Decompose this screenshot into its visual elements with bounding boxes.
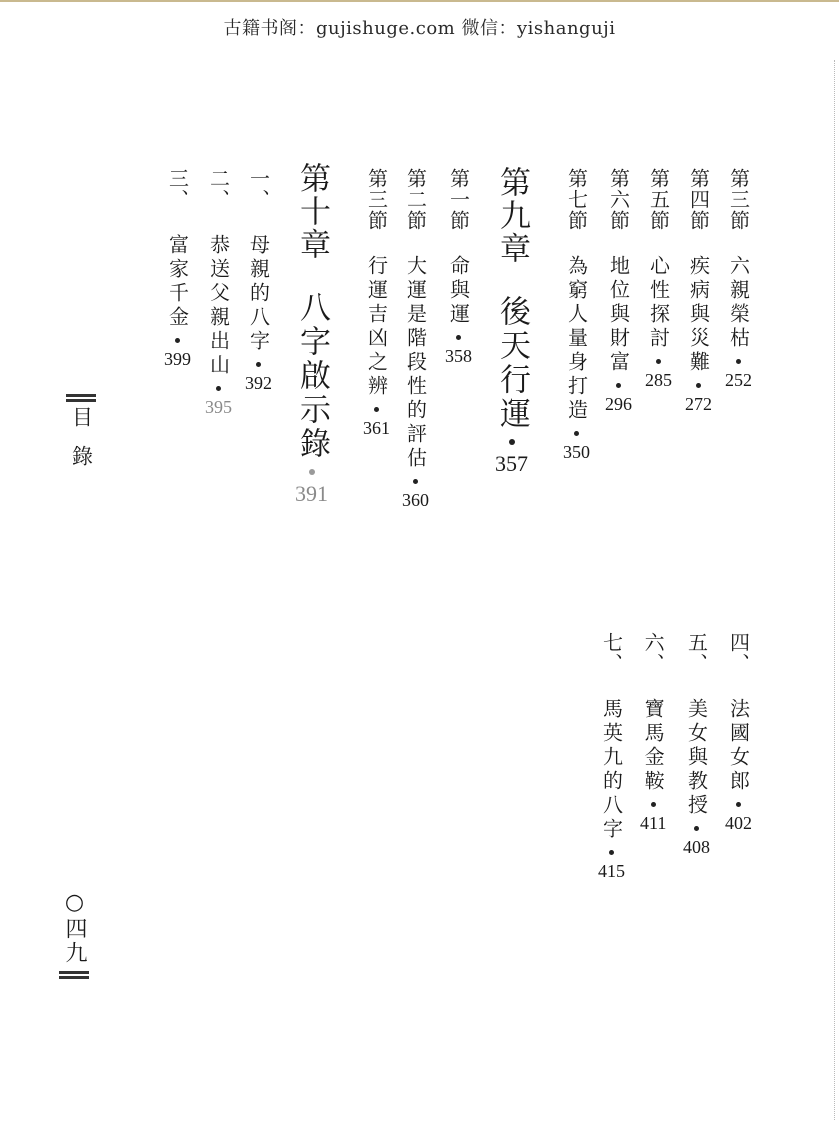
toc-entry[interactable] <box>683 632 710 858</box>
leader-dot <box>175 338 180 343</box>
entry-label: 四、 <box>726 632 751 674</box>
entry-label: 第三節 <box>726 168 751 231</box>
entry-title: 母親的八字 <box>246 234 271 354</box>
toc-entry[interactable] <box>445 168 472 367</box>
entry-page: 350 <box>563 442 590 462</box>
section-label: 目錄 <box>69 406 94 484</box>
toc-entry[interactable] <box>640 632 666 834</box>
entry-page: 252 <box>725 370 752 390</box>
entry-label: 第四節 <box>686 168 711 231</box>
toc-entry[interactable] <box>725 632 752 834</box>
entry-title: 心性探討 <box>646 255 671 351</box>
entry-title: 大運是階段性的評估 <box>403 255 428 471</box>
chapter-title: 後天行運 <box>494 295 530 431</box>
entry-label: 第五節 <box>646 168 671 231</box>
entry-label: 七、 <box>599 632 624 674</box>
leader-dot <box>616 383 621 388</box>
page-edge <box>832 60 835 1120</box>
toc-entry[interactable] <box>685 168 712 415</box>
toc-entry[interactable] <box>605 168 632 415</box>
chapter-title: 八字啟示錄 <box>294 291 330 461</box>
entry-page: 392 <box>245 373 272 393</box>
entry-title: 地位與財富 <box>606 255 631 375</box>
entry-label: 六、 <box>641 632 666 674</box>
leader-dot <box>694 826 699 831</box>
entry-page: 360 <box>402 490 429 510</box>
entry-label: 三、 <box>165 168 190 210</box>
toc-entry[interactable] <box>725 168 752 391</box>
entry-title: 恭送父親出山 <box>206 234 231 378</box>
leader-dot <box>456 335 461 340</box>
leader-dot <box>216 386 221 391</box>
entry-label: 第六節 <box>606 168 631 231</box>
leader-dot <box>374 407 379 412</box>
leader-dot <box>736 802 741 807</box>
entry-page: 272 <box>685 394 712 414</box>
double-rule <box>66 394 96 402</box>
entry-title: 法國女郎 <box>726 698 751 794</box>
entry-page: 408 <box>683 837 710 857</box>
toc-entry[interactable] <box>563 168 590 463</box>
leader-dot <box>696 383 701 388</box>
entry-page: 399 <box>164 349 191 369</box>
entry-page: 358 <box>445 346 472 366</box>
leader-dot <box>736 359 741 364</box>
entry-label: 五、 <box>684 632 709 674</box>
entry-title: 為窮人量身打造 <box>564 255 589 423</box>
leader-dot <box>509 439 515 445</box>
entry-label: 一、 <box>246 168 271 210</box>
watermark-text: 古籍书阁：gujishuge.com 微信：yishanguji <box>223 18 616 39</box>
entry-label: 第一節 <box>446 168 471 231</box>
entry-page: 296 <box>605 394 632 414</box>
entry-title: 疾病與災難 <box>686 255 711 375</box>
toc-entry[interactable] <box>363 168 390 439</box>
entry-label: 第二節 <box>403 168 428 231</box>
entry-title: 美女與教授 <box>684 698 709 818</box>
entry-title: 六親榮枯 <box>726 255 751 351</box>
entry-page: 402 <box>725 813 752 833</box>
toc-entry[interactable] <box>205 168 232 418</box>
entry-page: 361 <box>363 418 390 438</box>
toc-entry[interactable] <box>164 168 191 370</box>
entry-title: 命與運 <box>446 255 471 327</box>
leader-dot <box>309 469 315 475</box>
entry-label: 二、 <box>206 168 231 210</box>
toc-chapter[interactable] <box>295 162 328 507</box>
entry-page: 415 <box>598 861 625 881</box>
leader-dot <box>651 802 656 807</box>
page-number-block <box>59 890 89 979</box>
toc-chapter[interactable] <box>495 166 528 477</box>
toc-entry[interactable] <box>402 168 429 511</box>
chapter-page: 391 <box>295 481 328 506</box>
page-number: ○四九 <box>62 890 87 965</box>
toc-entry[interactable] <box>645 168 672 391</box>
leader-dot <box>609 850 614 855</box>
section-header <box>66 394 96 484</box>
leader-dot <box>413 479 418 484</box>
entry-title: 富家千金 <box>165 234 190 330</box>
chapter-label: 第九章 <box>494 166 530 265</box>
entry-title: 行運吉凶之辨 <box>364 255 389 399</box>
entry-title: 寶馬金鞍 <box>641 698 666 794</box>
entry-label: 第三節 <box>364 168 389 231</box>
entry-page: 395 <box>205 397 232 417</box>
chapter-label: 第十章 <box>294 162 330 261</box>
entry-title: 馬英九的八字 <box>599 698 624 842</box>
leader-dot <box>574 431 579 436</box>
chapter-page: 357 <box>495 451 528 476</box>
leader-dot <box>256 362 261 367</box>
entry-page: 411 <box>640 813 667 833</box>
double-rule <box>59 971 89 979</box>
leader-dot <box>656 359 661 364</box>
entry-label: 第七節 <box>564 168 589 231</box>
top-border <box>0 0 839 2</box>
toc-entry[interactable] <box>598 632 625 882</box>
toc-entry[interactable] <box>245 168 272 394</box>
entry-page: 285 <box>645 370 672 390</box>
